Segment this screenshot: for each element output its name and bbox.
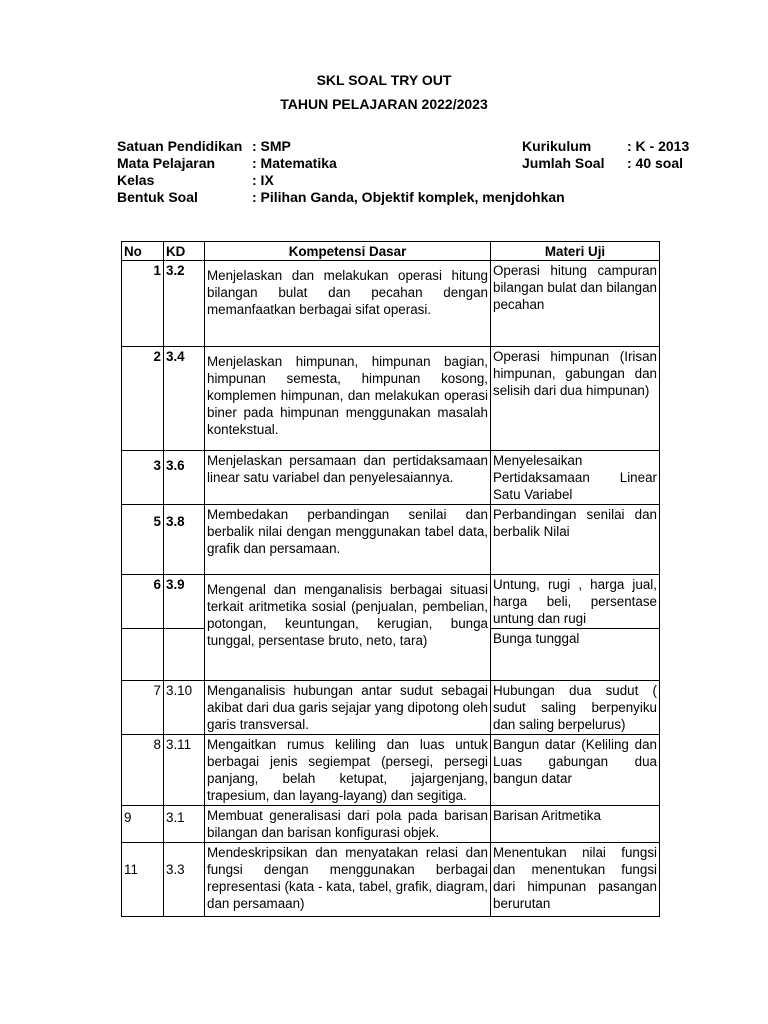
row-kompetensi: Menjelaskan persamaan dan pertidaksamaan linear satu variabel dan penyelesaiannya. xyxy=(205,451,491,505)
row-kd: 3.10 xyxy=(164,681,205,735)
row-kompetensi: Menjelaskan dan melakukan operasi hitung bilangan bulat dan pecahan dengan memanfaatkan berbagai sifat operasi. xyxy=(205,261,491,347)
row-materi: Untung, rugi , harga jual, harga beli, persentase untung dan rugi xyxy=(491,575,660,629)
row-kompetensi: Menjelaskan himpunan, himpunan bagian, himpunan semesta, himpunan kosong, komplemen himpunan, dan melakukan operasi biner pada himpunan menggunakan masalah kontekstual. xyxy=(205,347,491,451)
row-kompetensi: Menganalisis hubungan antar sudut sebagai akibat dari dua garis sejajar yang dipotong oleh garis transversal. xyxy=(205,681,491,735)
header-kompetensi: Kompetensi Dasar xyxy=(205,242,491,261)
meta-value-satuan: : SMP xyxy=(252,138,291,154)
meta-value-mapel: : Matematika xyxy=(252,155,337,171)
row-no: 1 xyxy=(122,261,164,347)
row-no: 8 xyxy=(122,735,164,806)
row-kompetensi: Membuat generalisasi dari pola pada barisan bilangan dan barisan konfigurasi objek. xyxy=(205,806,491,843)
row-materi-2: Bunga tunggal xyxy=(491,629,660,681)
table-row xyxy=(122,843,660,917)
document-subtitle: TAHUN PELAJARAN 2022/2023 xyxy=(280,96,488,112)
row-no: 6 xyxy=(122,575,164,629)
row-no: 5 xyxy=(122,505,164,575)
table-row xyxy=(122,451,660,505)
row-materi: Barisan Aritmetika xyxy=(491,806,660,843)
meta-label-mapel: Mata Pelajaran xyxy=(117,155,216,171)
row-kd: 3.3 xyxy=(164,843,205,917)
meta-value-kurikulum: : K - 2013 xyxy=(627,138,690,154)
row-kd: 3.9 xyxy=(164,575,205,629)
row-materi: Bangun datar (Keliling dan Luas gabungan dua bangun datar xyxy=(491,735,660,806)
row-materi: Operasi hitung campuran bilangan bulat dan bilangan pecahan xyxy=(491,261,660,347)
row-materi: Perbandingan senilai dan berbalik Nilai xyxy=(491,505,660,575)
header-no: No xyxy=(122,242,164,261)
table-row xyxy=(122,347,660,451)
meta-label-satuan: Satuan Pendidikan xyxy=(117,138,243,154)
row-kompetensi: Mendeskripsikan dan menyatakan relasi dan fungsi dengan menggunakan berbagai representasi (kata - kata, tabel, grafik, diagram, dan persamaan) xyxy=(205,843,491,917)
meta-value-jumlah: : 40 soal xyxy=(627,155,684,171)
table-row xyxy=(122,575,660,629)
table-header-row xyxy=(122,242,660,261)
row-kompetensi: Membedakan perbandingan senilai dan berbalik nilai dengan menggunakan tabel data, grafik dan persamaan. xyxy=(205,505,491,575)
row-materi: Operasi himpunan (Irisan himpunan, gabungan dan selisih dari dua himpunan) xyxy=(491,347,660,451)
header-kd: KD xyxy=(164,242,205,261)
table-row xyxy=(122,505,660,575)
row-no: 2 xyxy=(122,347,164,451)
document-title: SKL SOAL TRY OUT xyxy=(316,72,452,88)
row-kd: 3.1 xyxy=(164,806,205,843)
kd-table xyxy=(121,241,660,917)
row-no: 3 xyxy=(122,451,164,505)
row-no: 9 xyxy=(122,806,164,843)
row-kd: 3.4 xyxy=(164,347,205,451)
row-kd-empty xyxy=(164,629,205,681)
table-row xyxy=(122,735,660,806)
table-row xyxy=(122,806,660,843)
row-materi: Hubungan dua sudut ( sudut saling berpenyiku dan saling berpelurus) xyxy=(491,681,660,735)
meta-label-kelas: Kelas xyxy=(117,172,155,188)
row-no-empty xyxy=(122,629,164,681)
row-materi: Menyelesaikan Pertidaksamaan Linear Satu Variabel xyxy=(491,451,660,505)
row-no: 11 xyxy=(122,843,164,917)
meta-label-bentuk: Bentuk Soal xyxy=(117,189,198,205)
row-kd: 3.8 xyxy=(164,505,205,575)
row-kd: 3.2 xyxy=(164,261,205,347)
table-row xyxy=(122,681,660,735)
row-materi: Menentukan nilai fungsi dan menentukan fungsi dari himpunan pasangan berurutan xyxy=(491,843,660,917)
meta-value-bentuk: : Pilihan Ganda, Objektif komplek, menjdohkan xyxy=(252,189,565,205)
meta-value-kelas: : IX xyxy=(252,172,274,188)
table-row xyxy=(122,261,660,347)
header-materi: Materi Uji xyxy=(491,242,660,261)
row-kompetensi: Mengenal dan menganalisis berbagai situasi terkait aritmetika sosial (penjualan, pembelian, potongan, keuntungan, kerugian, bunga tunggal, persentase bruto, neto, tara) xyxy=(205,575,491,681)
meta-label-kurikulum: Kurikulum xyxy=(522,138,592,154)
row-kompetensi: Mengaitkan rumus keliling dan luas untuk berbagai jenis segiempat (persegi, persegi panjang, belah ketupat, jajargenjang, trapesium, dan layang-layang) dan segitiga. xyxy=(205,735,491,806)
row-kd: 3.6 xyxy=(164,451,205,505)
meta-label-jumlah: Jumlah Soal xyxy=(522,155,605,171)
row-no: 7 xyxy=(122,681,164,735)
row-kd: 3.11 xyxy=(164,735,205,806)
